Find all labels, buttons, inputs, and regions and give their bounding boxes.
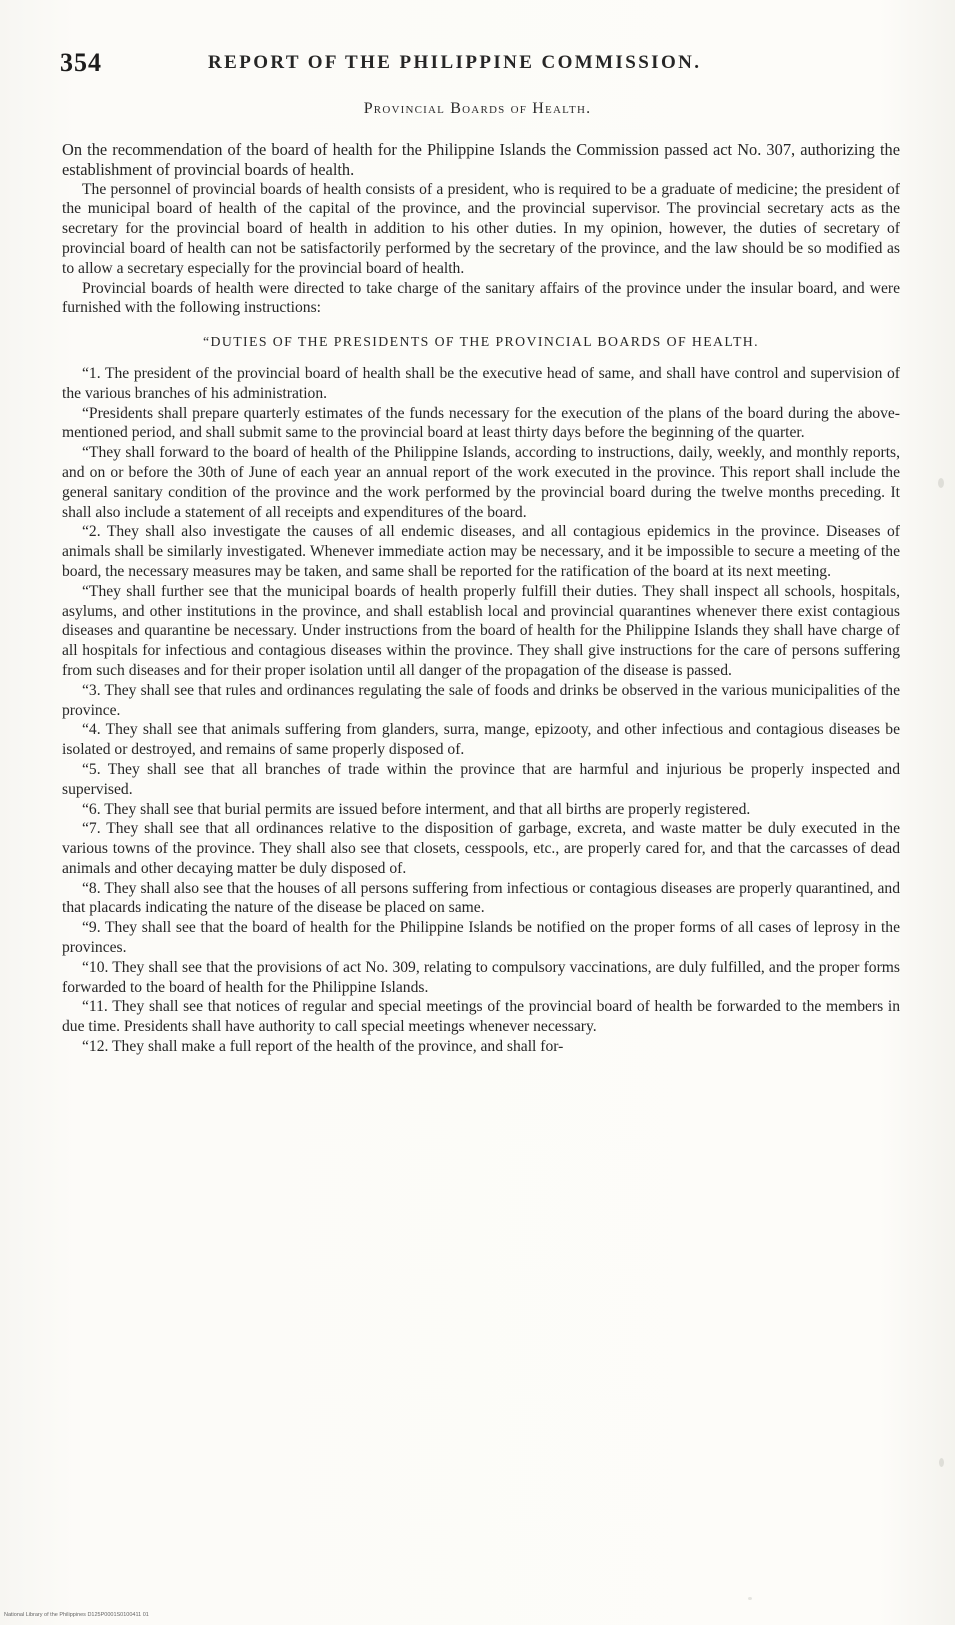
- duty-reports: “They shall forward to the board of health of the Philippine Islands, according to instructions, daily, weekly, and monthly reports, and on or before the 30th of June of each year an annual report of the work executed in the province. This report shall include the general sanitary condition of the province and the work performed by the provincial board during the twelve months preceding. It shall also include a statement of all receipts and expenditures of the board.: [62, 444, 900, 521]
- paragraph-personnel: The personnel of provincial boards of health consists of a president, who is required to be a graduate of medicine; the president of the municipal board of health of the capital of the province, and the provincial supervisor. The provincial secretary acts as the secretary for the provincial board of health in addition to his other duties. In my opinion, however, the duties of secretary of provincial board of health can not be satisfactorily performed by the secretary of the province, and the law should be so modified as to allow a secretary especially for the provincial board of health.: [62, 180, 900, 277]
- section-title: Provincial Boards of Health.: [363, 100, 592, 117]
- paragraph-intro: On the recommendation of the board of health for the Philippine Islands the Commission passed act No. 307, authorizing the establishment of provincial boards of health.: [62, 140, 900, 179]
- duty-9: “9. They shall see that the board of health for the Philippine Islands be notified on the proper forms of all cases of leprosy in the provinces.: [62, 919, 900, 957]
- duty-estimates: “Presidents shall prepare quarterly estimates of the funds necessary for the execution of the plans of the board during the above-mentioned period, and shall submit same to the provincial board at least thirty days before the beginning of the quarter.: [62, 404, 900, 442]
- duty-6: “6. They shall see that burial permits are issued before interment, and that all births are properly registered.: [82, 800, 751, 818]
- running-title: REPORT OF THE PHILIPPINE COMMISSION.: [208, 52, 702, 73]
- page-number: 354: [60, 48, 102, 77]
- duty-7: “7. They shall see that all ordinances relative to the disposition of garbage, excreta, and waste matter be duly executed in the various towns of the province. They shall also see that closets, cesspools, etc., are properly cared for, and that the carcasses of dead animals and other decaying matter be duly disposed of.: [62, 820, 900, 877]
- duty-2: “2. They shall also investigate the causes of all endemic diseases, and all contagious epidemics in the province. Diseases of animals shall be similarly investigated. Whenever immediate action may be necessary, and it be impossible to secure a meeting of the board, the necessary measures may be taken, and same shall be reported for the ratification of the board at its next meeting.: [62, 523, 900, 580]
- duty-4: “4. They shall see that animals suffering from glanders, surra, mange, epizooty, and other infectious and contagious diseases be isolated or destroyed, and remains of same properly disposed of.: [62, 721, 900, 759]
- footer-stamp: National Library of the Philippines D125P0001S0100411 01: [4, 1612, 149, 1618]
- paper-smudge: [748, 1597, 752, 1600]
- duty-municipal-boards: “They shall further see that the municipal boards of health properly fulfill their duties. They shall inspect all schools, hospitals, asylums, and other institutions in the province, and shall establish local and provincial quarantines whenever there exist contagious diseases and quarantine be necessary. Under instructions from the board of health for the Philippine Islands they shall have charge of all hospitals for infectious and contagious diseases within the province. They shall give instructions for the care of persons suffering from such diseases and for their proper isolation until all danger of the propagation of the disease is passed.: [62, 582, 900, 679]
- paper-smudge: [939, 1458, 944, 1467]
- duty-11: “11. They shall see that notices of regular and special meetings of the provincial board of health be forwarded to the members in due time. Presidents shall have authority to call special meetings whenever necessary.: [62, 998, 900, 1036]
- duty-8: “8. They shall also see that the houses of all persons suffering from infectious or contagious diseases are properly quarantined, and that placards indicating the nature of the disease be placed on same.: [62, 879, 900, 917]
- duty-10: “10. They shall see that the provisions of act No. 309, relating to compulsory vaccinations, are duly fulfilled, and the proper forms forwarded to the board of health for the Philippine Islands.: [62, 958, 900, 996]
- paper-smudge: [938, 478, 944, 488]
- duty-3: “3. They shall see that rules and ordinances regulating the sale of foods and drinks be observed in the various municipalities of the province.: [62, 681, 900, 719]
- duty-12: “12. They shall make a full report of the health of the province, and shall for-: [82, 1038, 564, 1056]
- duty-5: “5. They shall see that all branches of trade within the province that are harmful and injurious be properly inspected and supervised.: [62, 760, 900, 798]
- duty-1: “1. The president of the provincial board of health shall be the executive head of same, and shall have control and supervision of the various branches of his administration.: [62, 364, 900, 402]
- duties-heading: “DUTIES OF THE PRESIDENTS OF THE PROVINCIAL BOARDS OF HEALTH.: [202, 334, 760, 350]
- page-header: [60, 48, 900, 82]
- paragraph-instructions: Provincial boards of health were directed to take charge of the sanitary affairs of the province under the insular board, and were furnished with the following instructions:: [62, 279, 900, 317]
- body-text: [62, 140, 900, 1057]
